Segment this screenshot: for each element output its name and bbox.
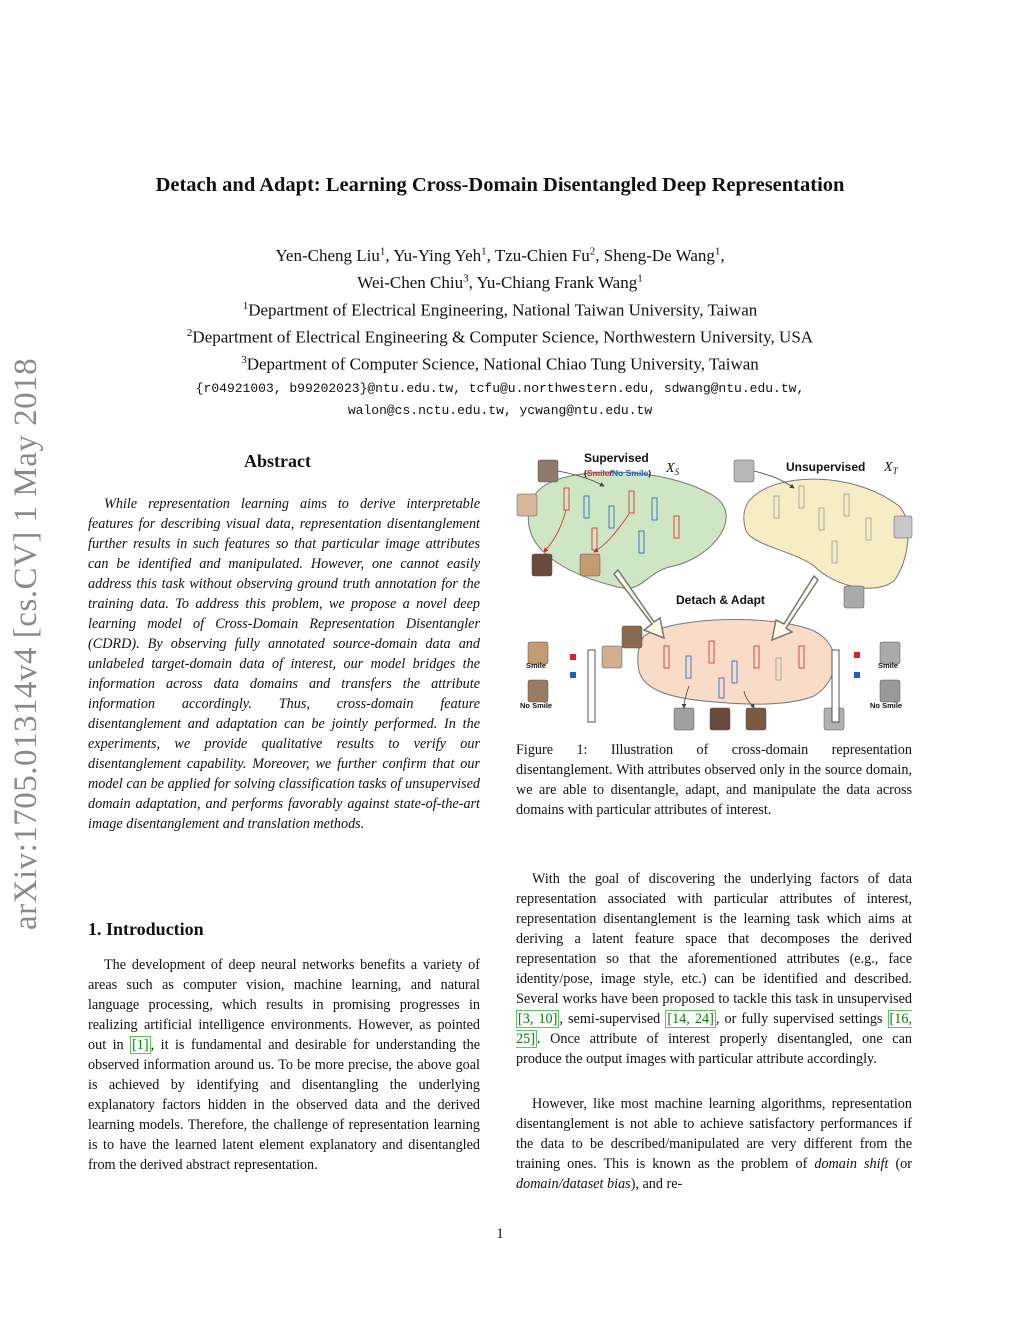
right-latent-vector xyxy=(832,650,839,722)
author: Yu-Chiang Frank Wang$^1$ xyxy=(476,272,643,292)
page-number: 1 xyxy=(496,1226,504,1242)
right-smile-label: Smile xyxy=(878,661,899,670)
author: Yu-Ying Yeh$^1$, xyxy=(393,245,495,265)
paper-title: Detach and Adapt: Learning Cross-Domain Disentangled Deep Representation xyxy=(155,174,845,196)
left-nosmile-label: No Smile xyxy=(520,701,553,710)
email-line-1: {r04921003, b99202023}@ntu.edu.tw, tcfu@u.northwestern.edu, sdwang@ntu.edu.tw, xyxy=(195,381,805,397)
left-smile-label: Smile xyxy=(526,661,547,670)
target-domain-blob xyxy=(744,479,908,588)
source-domain-blob xyxy=(528,472,726,588)
figure-1-illustration xyxy=(514,446,914,736)
citation-link[interactable]: [1] xyxy=(132,1037,149,1053)
arxiv-sidebar-stamp: arXiv:1705.01314v4 [cs.CV] 1 May 2018 xyxy=(8,357,44,930)
detach-adapt-label: Detach & Adapt xyxy=(676,593,765,607)
email-line-2: walon@cs.nctu.edu.tw, ycwang@ntu.edu.tw xyxy=(347,403,653,419)
right-nosmile-marker xyxy=(854,672,860,678)
intro-paragraph-1: The development of deep neural networks benefits a variety of areas such as computer vision, machine learning, and natural language processing, which results in promising progresses in realizing artificial intelligence environments. However, as pointed out in [1] , it is fundamental and desirable for understanding the observed information around us. To be more precise, the above goal is achieved by identifying and disentangling the underlying explanatory factors hidden in the observed data and the derived learning models. Therefore, the challenge of representation learning is to have the learned latent element explanatory and disentangled from the derived abstract representation. xyxy=(88,957,480,1173)
citation-link[interactable]: [16, 25] xyxy=(516,1011,912,1047)
introduction-heading: 1. Introduction xyxy=(88,919,204,939)
left-nosmile-marker xyxy=(570,672,576,678)
affiliation: $^2$Department of Electrical Engineering & Computer Science, Northwestern University, USA xyxy=(186,326,814,347)
left-latent-vector xyxy=(588,650,595,722)
merged-domain-blob xyxy=(638,620,835,705)
author: Sheng-De Wang$^1$, xyxy=(603,245,725,265)
unsupervised-label: Unsupervised xyxy=(786,460,866,474)
author: Wei-Chen Chiu$^3$, xyxy=(357,272,477,292)
affiliation: $^1$Department of Electrical Engineering, National Taiwan University, Taiwan xyxy=(242,299,758,320)
author: Yen-Cheng Liu$^1$, xyxy=(275,245,394,265)
abstract-text: While representation learning aims to derive interpretable features for describing visual data, representation disentanglement further results in such features so that particular image attributes can be identified and manipulated. However, one cannot easily address this task without observing ground truth annotation for the training data. To address this problem, we propose a novel deep learning model of Cross-Domain Representation Disentangler (CDRD). By observing fully annotated source-domain data and unlabeled target-domain data of interest, our model bridges the information across data domains and transfers the attribute information accordingly. Thus, cross-domain feature disentanglement and adaptation can be jointly performed. In the experiments, we provide qualitative results to verify our disentanglement capability. Moreover, we further confirm that our model can be applied for solving classification tasks of unsupervised domain adaptation, and performs favorably against state-of-the-art image disentanglement and translation methods. xyxy=(88,496,480,832)
citation-link[interactable]: [3, 10] xyxy=(518,1011,558,1027)
figure-1-caption: Figure 1: Illustration of cross-domain representation disentanglement. With attributes observed only in the source domain, we are able to disentangle, adapt, and manipulate the data across domains with particular attributes of interest. xyxy=(516,742,912,818)
citation-link[interactable]: [14, 24] xyxy=(667,1011,714,1027)
author-line-2 xyxy=(0,267,1000,294)
author-block xyxy=(0,240,1000,420)
right-nosmile-label: No Smile xyxy=(870,701,903,710)
xs-label: $X_S$ xyxy=(666,461,680,477)
smile-nosmile-legend: (Smile/No Smile) xyxy=(584,468,652,478)
abstract-heading: Abstract xyxy=(244,451,311,471)
affiliation: $^3$Department of Computer Science, National Chiao Tung University, Taiwan xyxy=(241,354,759,374)
author-line-1 xyxy=(0,240,1000,267)
right-smile-marker xyxy=(854,652,860,658)
supervised-label: Supervised xyxy=(584,451,649,465)
intro-paragraph-3: However, like most machine learning algorithms, representation disentanglement is not able to achieve satisfactory performances if the data to be described/manipulated are very different from the training ones. This is known as the problem of domain shift (or domain/dataset bias), and re- xyxy=(516,1096,912,1192)
author: Tzu-Chien Fu$^2$, xyxy=(494,245,604,265)
xt-label: $X_T$ xyxy=(884,460,898,476)
left-smile-marker xyxy=(570,654,576,660)
intro-paragraph-2: With the goal of discovering the underlying factors of data representation associated with particular attributes of interest, representation disentanglement is the learning task which aims at deriving a latent feature space that decomposes the derived representation so that the aforementioned attributes (e.g., face identity/pose, image style, etc.) can be identified and described. Several works have been proposed to tackle this task in unsupervised [3, 10] , semi-supervised [14, 24] , or fully supervised settings [16, 25] . Once attribute of interest properly disentangled, one can produce the output images with particular attribute accordingly. xyxy=(516,871,912,1067)
